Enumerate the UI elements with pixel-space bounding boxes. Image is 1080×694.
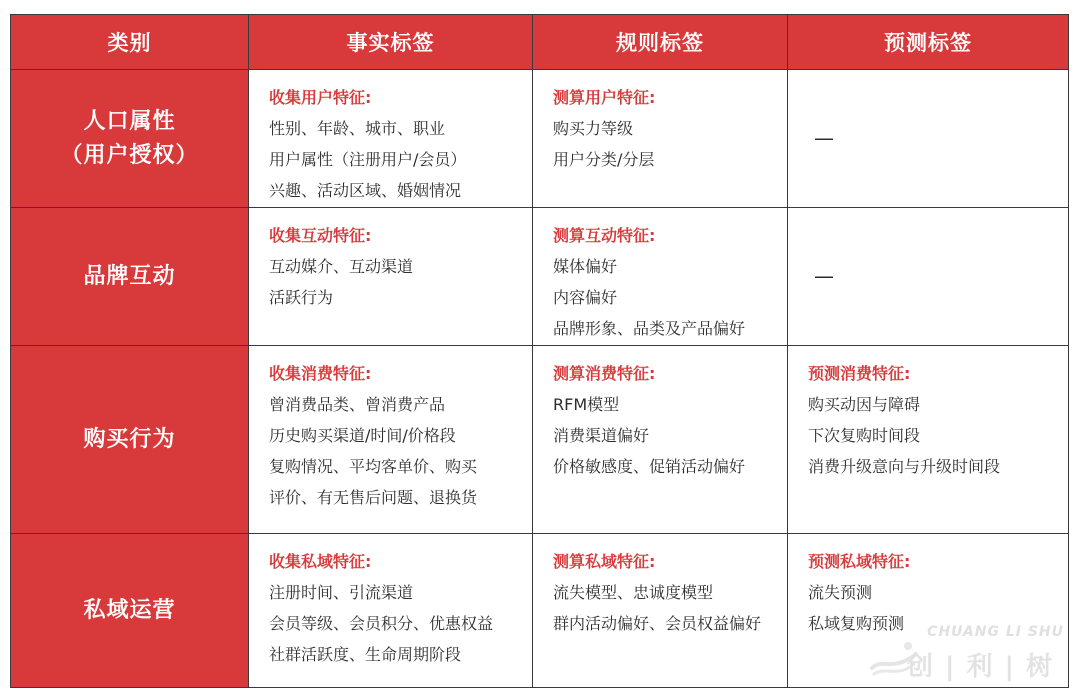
fact-cell xyxy=(249,70,533,208)
label-table xyxy=(10,14,1069,688)
cell-line: 内容偏好 xyxy=(553,288,618,307)
cell-title: 测算用户特征: xyxy=(553,88,656,107)
cell-line: 评价、有无售后问题、退换货 xyxy=(269,488,478,507)
cell-title: 预测消费特征: xyxy=(808,364,911,383)
cell-line: 流失预测 xyxy=(808,583,873,602)
cell-title: 收集互动特征: xyxy=(269,226,372,245)
cell-line: 下次复购时间段 xyxy=(808,426,921,445)
category-cell xyxy=(11,208,249,346)
cell-line: 会员等级、会员积分、优惠权益 xyxy=(269,614,494,633)
category-label: 私域运营 xyxy=(83,597,176,623)
empty-dash: — xyxy=(814,264,834,288)
fact-cell xyxy=(249,534,533,688)
cell-line: 活跃行为 xyxy=(269,288,334,307)
rule-cell xyxy=(533,534,788,688)
cell-line: 品牌形象、品类及产品偏好 xyxy=(553,319,746,338)
cell-line: 消费升级意向与升级时间段 xyxy=(808,457,1001,476)
table-row xyxy=(11,346,1069,534)
cell-line: 消费渠道偏好 xyxy=(553,426,650,445)
category-label: 购买行为 xyxy=(83,426,176,452)
header-fact-tags: 事实标签 xyxy=(249,15,533,70)
cell-line: 媒体偏好 xyxy=(553,257,618,276)
rule-cell xyxy=(533,208,788,346)
header-predict-tags: 预测标签 xyxy=(788,15,1069,70)
watermark-cn-text: 创|利|树 xyxy=(907,652,1064,682)
rule-cell xyxy=(533,346,788,534)
cell-line: 价格敏感度、促销活动偏好 xyxy=(553,457,746,476)
cell-line: 曾消费品类、曾消费产品 xyxy=(269,395,446,414)
cell-line: 兴趣、活动区域、婚姻情况 xyxy=(269,181,462,200)
cell-title: 收集私域特征: xyxy=(269,552,372,571)
fact-cell xyxy=(249,208,533,346)
cell-line: 社群活跃度、生命周期阶段 xyxy=(269,645,462,664)
table-row xyxy=(11,70,1069,208)
cell-line: 互动媒介、互动渠道 xyxy=(269,257,414,276)
category-cell xyxy=(11,534,249,688)
empty-dash: — xyxy=(814,126,834,150)
predict-cell-empty xyxy=(788,208,1069,346)
table-row xyxy=(11,208,1069,346)
cell-line: 性别、年龄、城市、职业 xyxy=(269,119,446,138)
predict-cell xyxy=(788,346,1069,534)
header-rule-tags: 规则标签 xyxy=(533,15,788,70)
cell-line: 购买力等级 xyxy=(553,119,634,138)
watermark-latin-text: CHUANG LI SHU xyxy=(927,624,1064,640)
header-category: 类别 xyxy=(11,15,249,70)
cell-line: 群内活动偏好、会员权益偏好 xyxy=(553,614,762,633)
category-cell xyxy=(11,70,249,208)
cell-line: 私域复购预测 xyxy=(808,614,905,633)
cell-line: 注册时间、引流渠道 xyxy=(269,583,414,602)
category-label: 品牌互动 xyxy=(83,263,176,289)
category-label: 人口属性 xyxy=(83,108,176,134)
cell-line: 复购情况、平均客单价、购买 xyxy=(269,457,478,476)
rule-cell xyxy=(533,70,788,208)
category-cell xyxy=(11,346,249,534)
cell-title: 预测私域特征: xyxy=(808,552,911,571)
cell-title: 收集用户特征: xyxy=(269,88,372,107)
cell-title: 测算消费特征: xyxy=(553,364,656,383)
brand-watermark xyxy=(868,624,1068,686)
fact-cell xyxy=(249,346,533,534)
cell-line: 用户属性（注册用户/会员） xyxy=(269,150,467,169)
cell-line: 流失模型、忠诚度模型 xyxy=(553,583,714,602)
cell-line: 历史购买渠道/时间/价格段 xyxy=(269,426,456,445)
cell-title: 测算互动特征: xyxy=(553,226,656,245)
category-sublabel: （用户授权） xyxy=(60,142,199,168)
predict-cell-empty xyxy=(788,70,1069,208)
cell-line: 用户分类/分层 xyxy=(553,150,655,169)
cell-title: 测算私域特征: xyxy=(553,552,656,571)
cell-title: 收集消费特征: xyxy=(269,364,372,383)
cell-line: RFM模型 xyxy=(553,395,620,414)
cell-line: 购买动因与障碍 xyxy=(808,395,921,414)
table-header-row xyxy=(11,15,1069,70)
